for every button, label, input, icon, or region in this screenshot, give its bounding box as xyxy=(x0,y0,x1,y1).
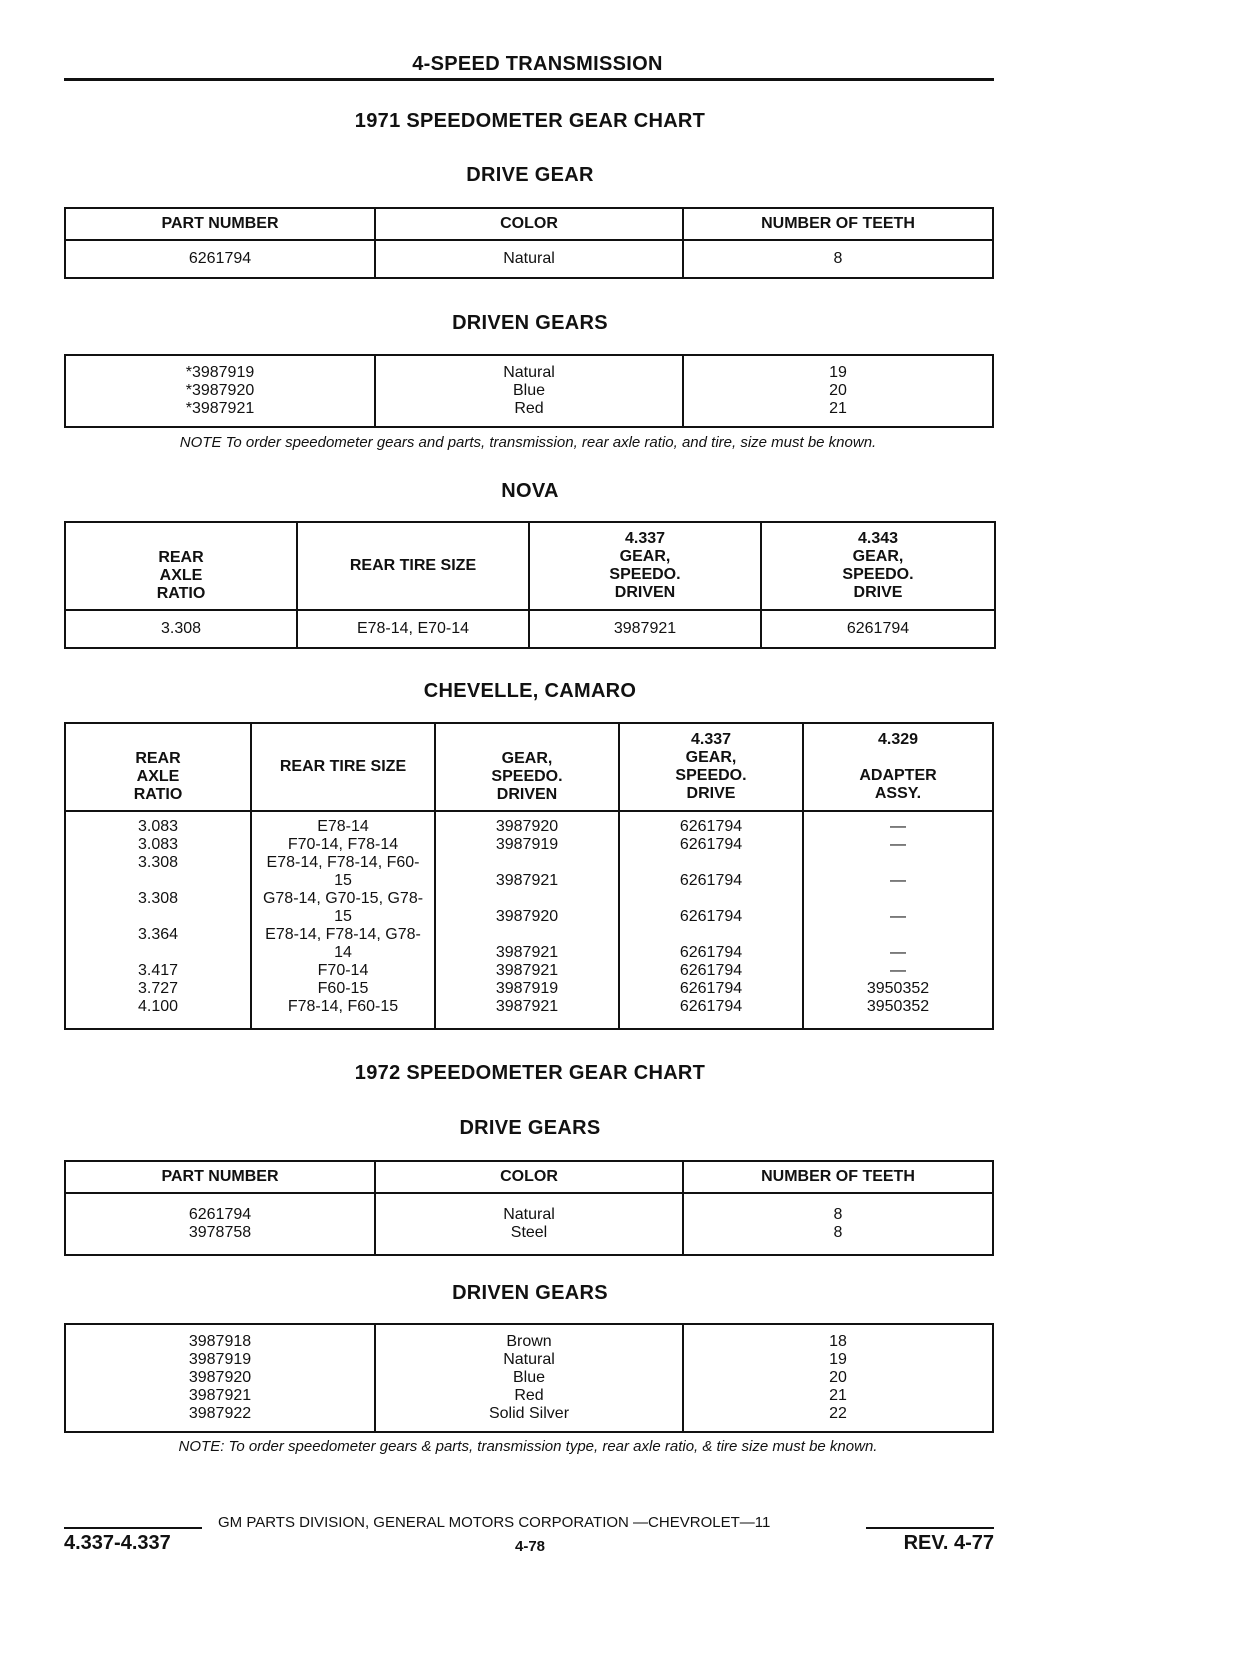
footer-left-code: 4.337-4.337 xyxy=(64,1532,171,1554)
col-header-gear-speedo-drive: 4.337 GEAR, SPEEDO. DRIVE xyxy=(619,723,803,811)
col-header-gear-speedo-drive: 4.343 GEAR, SPEEDO. DRIVE xyxy=(761,522,995,610)
cell-colors: Natural Steel xyxy=(375,1193,683,1255)
col-gear-speedo-driven: 3987920 3987919 3987921 3987920 3987921 3987921 3987919 3987921 xyxy=(435,811,619,1029)
cell-color: Natural xyxy=(375,240,683,278)
driven-gears-1972-table xyxy=(64,1323,994,1433)
footer-rule-right xyxy=(866,1527,994,1529)
driven-gears-1972-title: DRIVEN GEARS xyxy=(452,1282,608,1304)
chart-1972-title: 1972 SPEEDOMETER GEAR CHART xyxy=(354,1062,706,1084)
drive-gears-1972-title: DRIVE GEARS xyxy=(459,1117,601,1139)
col-gear-speedo-drive: 6261794 6261794 6261794 6261794 6261794 6261794 6261794 6261794 xyxy=(619,811,803,1029)
col-header-adapter-assy: 4.329 ADAPTER ASSY. xyxy=(803,723,993,811)
driven-gears-1971-table xyxy=(64,354,994,428)
drive-gear-1971-table xyxy=(64,207,994,279)
chevelle-camaro-title: CHEVELLE, CAMARO xyxy=(423,680,637,702)
cell-colors: Brown Natural Blue Red Solid Silver xyxy=(375,1324,683,1432)
drive-gears-1972-table xyxy=(64,1160,994,1256)
cell-colors: Natural Blue Red xyxy=(375,355,683,427)
chart-1971-title: 1971 SPEEDOMETER GEAR CHART xyxy=(354,110,706,132)
col-header-rear-axle-ratio: REAR AXLE RATIO xyxy=(65,522,297,610)
cell-teeth: 8 xyxy=(683,240,993,278)
cell-part-number: 6261794 xyxy=(65,240,375,278)
note-1972: NOTE: To order speedometer gears & parts, transmission type, rear axle ratio, & tire size must be known. xyxy=(178,1438,878,1455)
cell-teeth: 8 8 xyxy=(683,1193,993,1255)
col-header-gear-speedo-driven: GEAR, SPEEDO. DRIVEN xyxy=(435,723,619,811)
cell-part-numbers: 6261794 3978758 xyxy=(65,1193,375,1255)
col-header-gear-speedo-driven: 4.337 GEAR, SPEEDO. DRIVEN xyxy=(529,522,761,610)
col-header-teeth: NUMBER OF TEETH xyxy=(683,1161,993,1193)
nova-table xyxy=(64,521,996,649)
footer-corp-line: GM PARTS DIVISION, GENERAL MOTORS CORPORATION —CHEVROLET—11 xyxy=(218,1514,771,1531)
driven-gears-1971-title: DRIVEN GEARS xyxy=(452,312,608,334)
nova-title: NOVA xyxy=(501,480,559,502)
page-header: 4-SPEED TRANSMISSION xyxy=(412,53,663,75)
cell-teeth: 18 19 20 21 22 xyxy=(683,1324,993,1432)
col-header-color: COLOR xyxy=(375,1161,683,1193)
cell-part-numbers: 3987918 3987919 3987920 3987921 3987922 xyxy=(65,1324,375,1432)
chevelle-camaro-table xyxy=(64,722,994,1030)
col-adapter-assy: — — — — — — 3950352 3950352 xyxy=(803,811,993,1029)
cell-tire-size: E78-14, E70-14 xyxy=(297,610,529,648)
footer-revision: REV. 4-77 xyxy=(903,1532,994,1554)
footer-page-number: 4-78 xyxy=(514,1538,546,1555)
cell-ratio: 3.308 xyxy=(65,610,297,648)
cell-teeth: 19 20 21 xyxy=(683,355,993,427)
note-1971: NOTE To order speedometer gears and parts, transmission, rear axle ratio, and tire, size must be known. xyxy=(179,434,877,451)
footer-rule-left xyxy=(64,1527,202,1529)
col-rear-tire-size: E78-14 F70-14, F78-14 E78-14, F78-14, F60- 15 G78-14, G70-15, G78- 15 E78-14, F78-14, G78- 14 F70-14 F60-15 F78-14, F60-15 xyxy=(251,811,435,1029)
col-header-teeth: NUMBER OF TEETH xyxy=(683,208,993,240)
col-header-rear-tire-size: REAR TIRE SIZE xyxy=(297,522,529,610)
col-header-color: COLOR xyxy=(375,208,683,240)
cell-part-numbers: *3987919 *3987920 *3987921 xyxy=(65,355,375,427)
header-rule xyxy=(64,78,994,81)
drive-gear-title: DRIVE GEAR xyxy=(466,164,594,186)
col-header-part-number: PART NUMBER xyxy=(65,1161,375,1193)
col-header-part-number: PART NUMBER xyxy=(65,208,375,240)
cell-drive: 6261794 xyxy=(761,610,995,648)
col-header-rear-tire-size: REAR TIRE SIZE xyxy=(251,723,435,811)
col-rear-axle-ratio: 3.083 3.083 3.308 3.308 3.364 3.417 3.727 4.100 xyxy=(65,811,251,1029)
col-header-rear-axle-ratio: REAR AXLE RATIO xyxy=(65,723,251,811)
cell-driven: 3987921 xyxy=(529,610,761,648)
